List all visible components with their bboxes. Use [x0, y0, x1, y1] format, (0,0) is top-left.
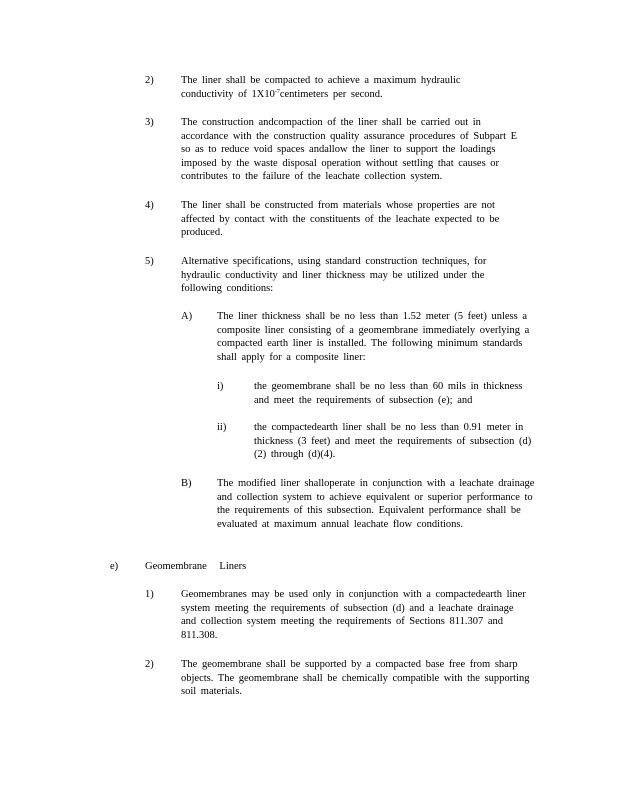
list-item-d2	[0, 74, 618, 104]
list-item-d5	[0, 255, 618, 299]
item-label: i)	[217, 381, 224, 392]
item-label: 3)	[145, 117, 154, 128]
item-text: The liner thickness shall be no less than 1.52 meter (5 feet) unless a composite liner consisting of a geomembrane immediately overlying a compacted earth liner is installed. The following minimum standards shall apply for a composite liner:	[217, 311, 530, 363]
list-item-d5-A	[0, 310, 618, 368]
item-text: The geomembrane shall be supported by a compacted base free from sharp objects. The geomembrane shall be chemically compatible with the supporting soil materials.	[181, 659, 530, 698]
item-text: The construction andcompaction of the liner shall be carried out in accordance with the construction quality assurance procedures of Subpart E so as to reduce void spaces andallow the liner to support the loadings imposed by the waste disposal operation without settling that causes or contributes to the failure of the leachate collection system.	[181, 117, 518, 183]
list-item-d5-A-ii	[0, 421, 618, 465]
item-text: The liner shall be compacted to achieve a maximum hydraulic conductivity of $1X10^{-7}centimeters$ per second.	[181, 75, 461, 100]
item-label: A)	[181, 311, 193, 322]
list-item-e1	[0, 588, 618, 646]
item-text: Alternative specifications, using standard construction techniques, for hydraulic conductivity and liner thickness may be utilized under the following conditions:	[181, 256, 487, 295]
item-text: the geomembrane shall be no less than 60 mils in thickness and meet the requirements of subsection (e); and	[254, 381, 523, 406]
item-label: 5)	[145, 256, 154, 267]
item-text: The modified liner shalloperate in conjunction with a leachate drainage and collection system to achieve equivalent or superior performance to the requirements of this subsection. Equivalent performance shall be evaluated at maximum annual leachate flow conditions.	[217, 478, 535, 530]
item-label: 2)	[145, 659, 154, 670]
list-item-e2	[0, 658, 618, 702]
section-title: Geomembrane Liners	[145, 561, 247, 572]
item-label: ii)	[217, 422, 227, 433]
item-label: B)	[181, 478, 192, 489]
section-label: e)	[110, 561, 119, 572]
item-text: Geomembranes may be used only in conjunction with a compactedearth liner system meeting the requirements of subsection (d) and a leachate drainage and collection system meeting the requirements of Sections 811.307 and 811.308.	[181, 589, 526, 641]
list-item-d3	[0, 116, 618, 188]
item-label: 4)	[145, 200, 154, 211]
section-e-heading	[0, 560, 618, 576]
list-item-d5-B	[0, 477, 618, 549]
item-label: 1)	[145, 589, 154, 600]
list-item-d5-A-i	[0, 380, 618, 410]
item-label: 2)	[145, 75, 154, 86]
list-item-d4	[0, 199, 618, 243]
item-text: The liner shall be constructed from materials whose properties are not affected by contact with the constituents of the leachate expected to be produced.	[181, 200, 500, 239]
exponent: -7	[274, 88, 280, 95]
item-text: the compactedearth liner shall be no less than 0.91 meter in thickness (3 feet) and meet the requirements of subsection (d)(2) through (d)(4).	[254, 422, 532, 461]
